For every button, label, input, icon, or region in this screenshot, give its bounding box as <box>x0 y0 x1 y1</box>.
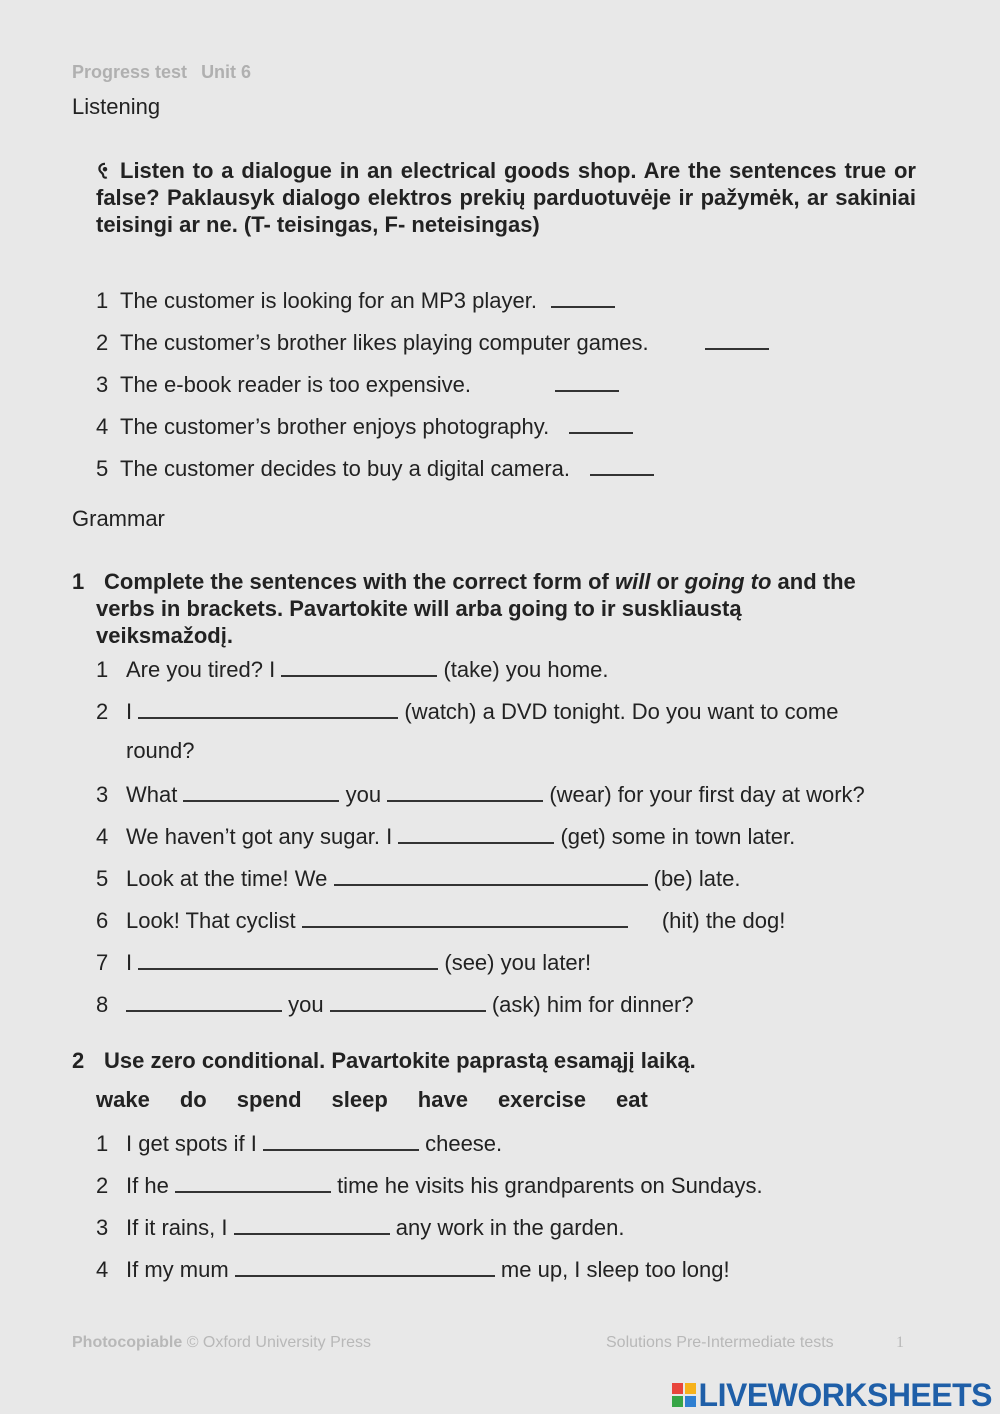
grammar-item <box>96 822 795 850</box>
item-text: me up, I sleep too long! <box>500 1257 730 1282</box>
task-text-line-2: verbs in brackets. Pavartokite will arba going to ir suskliaustą <box>96 596 742 621</box>
answer-blank[interactable] <box>138 697 398 719</box>
answer-blank[interactable] <box>590 454 654 476</box>
item-number: 8 <box>96 992 109 1017</box>
footer-photocopiable: Photocopiable <box>72 1334 183 1351</box>
listening-item <box>96 412 633 440</box>
grammar-task-1-instruction <box>72 568 922 649</box>
item-text: If my mum <box>126 1257 229 1282</box>
grammar-task-2-instruction <box>72 1047 922 1074</box>
item-number: 4 <box>96 1257 109 1282</box>
item-text: The customer’s brother enjoys photography. <box>120 414 550 439</box>
item-number: 3 <box>96 372 109 397</box>
item-text: If it rains, I <box>126 1215 228 1240</box>
item-text: I <box>126 950 133 975</box>
grammar-item <box>96 1213 624 1241</box>
listening-heading: Listening <box>72 94 161 119</box>
item-text: (get) some in town later. <box>560 824 796 849</box>
answer-blank[interactable] <box>234 1213 390 1235</box>
item-number: 2 <box>96 699 109 724</box>
listening-item <box>96 286 615 314</box>
item-text: you <box>345 782 382 807</box>
item-number: 4 <box>96 824 109 849</box>
item-text: I get spots if I <box>126 1131 257 1156</box>
word-bank-item: exercise <box>497 1087 587 1112</box>
item-text: any work in the garden. <box>395 1215 625 1240</box>
word-bank-item: eat <box>616 1087 648 1112</box>
item-text: I <box>126 699 133 724</box>
grammar-item <box>96 1255 730 1283</box>
item-text: (watch) a DVD tonight. Do you want to come <box>404 699 839 724</box>
answer-blank[interactable] <box>183 780 339 802</box>
task-text-will: will <box>614 569 651 594</box>
item-text: (be) late. <box>653 866 741 891</box>
listening-item <box>96 370 619 398</box>
answer-blank[interactable] <box>398 822 554 844</box>
answer-blank[interactable] <box>569 412 633 434</box>
task-text: Use zero conditional. Pavartokite paprastą esamąjį laiką. <box>104 1048 696 1073</box>
task-text-line-3: veiksmažodį. <box>96 623 233 648</box>
grammar-item <box>96 655 609 683</box>
item-number: 7 <box>96 950 109 975</box>
grammar-heading: Grammar <box>72 506 165 531</box>
item-text: What <box>126 782 178 807</box>
item-number: 2 <box>96 1173 109 1198</box>
footer-copyright <box>72 1334 371 1352</box>
liveworksheets-logo-text: LIVEWORKSHEETS <box>698 1377 992 1413</box>
item-text: We haven’t got any sugar. I <box>126 824 393 849</box>
grammar-item <box>96 697 838 725</box>
answer-blank[interactable] <box>175 1171 331 1193</box>
item-number: 3 <box>96 782 109 807</box>
item-number: 3 <box>96 1215 109 1240</box>
word-bank-item: spend <box>236 1087 302 1112</box>
answer-blank[interactable] <box>551 286 615 308</box>
item-text: Look at the time! We <box>126 866 328 891</box>
grammar-item-continuation: round? <box>126 738 195 763</box>
item-number: 1 <box>96 288 109 313</box>
answer-blank[interactable] <box>281 655 437 677</box>
word-bank <box>96 1087 678 1113</box>
item-text: (wear) for your first day at work? <box>549 782 865 807</box>
item-text: The customer’s brother likes playing computer games. <box>120 330 649 355</box>
answer-blank[interactable] <box>705 328 769 350</box>
item-text: (take) you home. <box>443 657 609 682</box>
page-header <box>72 62 251 83</box>
item-text: you <box>288 992 324 1017</box>
task-number: 1 <box>72 569 85 594</box>
task-text: or <box>650 569 685 594</box>
item-number: 4 <box>96 414 109 439</box>
item-number: 6 <box>96 908 109 933</box>
item-text: The e-book reader is too expensive. <box>120 372 471 397</box>
item-number: 1 <box>96 657 109 682</box>
answer-blank[interactable] <box>330 990 486 1012</box>
task-text-going-to: going to <box>684 569 772 594</box>
item-text: If he <box>126 1173 169 1198</box>
item-number: 5 <box>96 866 109 891</box>
grammar-item <box>96 948 591 976</box>
answer-blank[interactable] <box>334 864 648 886</box>
item-number: 5 <box>96 456 109 481</box>
task-text: Complete the sentences with the correct form of <box>104 569 615 594</box>
word-bank-item: wake <box>96 1087 150 1112</box>
answer-blank[interactable] <box>126 990 282 1012</box>
grammar-item <box>96 1171 763 1199</box>
liveworksheets-icon <box>671 1382 697 1408</box>
answer-blank[interactable] <box>263 1129 419 1151</box>
grammar-item <box>96 1129 502 1157</box>
word-bank-item: have <box>417 1087 468 1112</box>
answer-blank[interactable] <box>302 906 628 928</box>
item-text: (ask) him for dinner? <box>491 992 694 1017</box>
answer-blank[interactable] <box>387 780 543 802</box>
listening-item <box>96 454 654 482</box>
word-bank-item: sleep <box>331 1087 388 1112</box>
grammar-item <box>96 780 865 808</box>
task-text: and the <box>771 569 856 594</box>
task-number: 2 <box>72 1048 85 1073</box>
item-text: The customer decides to buy a digital camera. <box>120 456 571 481</box>
footer-page-number: 1 <box>896 1334 904 1351</box>
word-bank-item: do <box>179 1087 207 1112</box>
item-text: Look! That cyclist <box>126 908 296 933</box>
test-title: Progress test <box>72 62 188 82</box>
grammar-item <box>96 864 740 892</box>
item-text: Are you tired? I <box>126 657 276 682</box>
listening-instruction-text: Listen to a dialogue in an electrical goods shop. Are the sentences true or false? Paklausyk dialogo elektros prekių parduotuvėje ir pažymėk, ar sakiniai teisingi ar ne. (T- teisingas, F- neteisingas) <box>96 158 916 237</box>
item-number: 1 <box>96 1131 109 1156</box>
grammar-item <box>96 990 694 1018</box>
unit-label: Unit 6 <box>201 62 252 82</box>
footer-series: Solutions Pre-Intermediate tests <box>606 1334 834 1351</box>
item-number: 2 <box>96 330 109 355</box>
listening-instruction <box>96 157 916 238</box>
item-text: (see) you later! <box>444 950 592 975</box>
item-text: cheese. <box>425 1131 503 1156</box>
item-text: time he visits his grandparents on Sundays. <box>337 1173 763 1198</box>
audio-ear-icon <box>96 162 114 180</box>
liveworksheets-logo[interactable] <box>671 1377 992 1414</box>
answer-blank[interactable] <box>138 948 438 970</box>
grammar-item <box>96 906 785 934</box>
footer-press: © Oxford University Press <box>186 1334 371 1351</box>
listening-item <box>96 328 769 356</box>
item-text: (hit) the dog! <box>661 908 786 933</box>
answer-blank[interactable] <box>555 370 619 392</box>
item-text: The customer is looking for an MP3 player. <box>120 288 537 313</box>
answer-blank[interactable] <box>235 1255 495 1277</box>
